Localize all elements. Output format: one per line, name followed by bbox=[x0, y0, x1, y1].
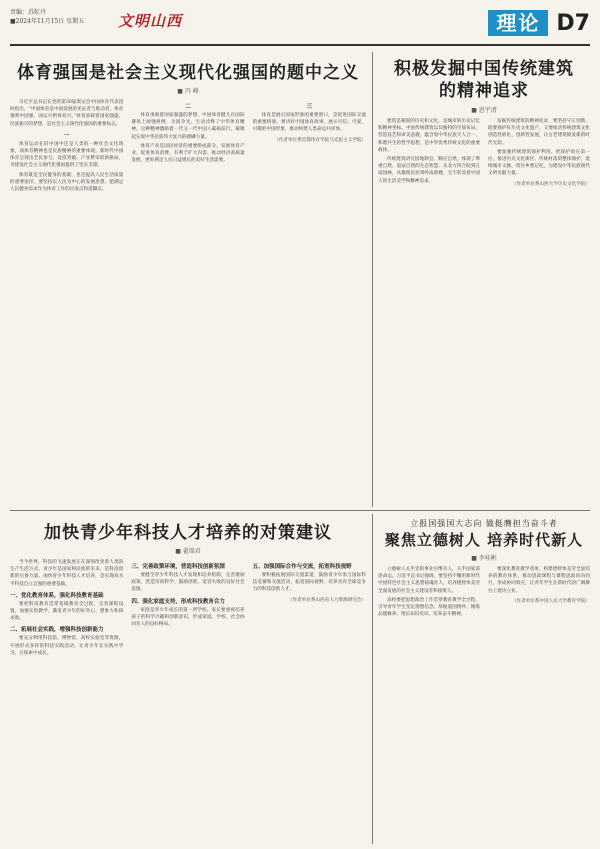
article-moral-education-kicker: 立报国强国大志向 做挺膺担当奋斗者 bbox=[410, 519, 558, 528]
newspaper-logo: 文明山西 bbox=[118, 12, 183, 30]
paragraph: 体育产业是国民经济的重要组成部分。发展体育产业、促进体育消费，有利于扩大内需、推动经济高质量发展，更好满足人民日益增长的美好生活需要。 bbox=[131, 143, 245, 164]
column-divider bbox=[372, 52, 373, 507]
section-divider bbox=[10, 510, 590, 511]
author-affiliation: （作者单位系中国人民大学教育学院） bbox=[511, 598, 590, 604]
author-affiliation: （作者单位系首都体育学院马克思主义学院） bbox=[274, 137, 366, 143]
author-affiliation: （作者单位系山西省人力资源研究会） bbox=[287, 597, 366, 603]
paragraph: 要深化教育教学改革，构建德智体美劳全面培养的教育体系，推动思政课程与课程思政同向同行，形成协同效应，让青年学生在新时代的广阔舞台上建功立业。 bbox=[488, 567, 590, 594]
article-youth-science-title: 加快青少年科技人才培养的对策建议 bbox=[44, 523, 332, 543]
section-number: 三 bbox=[306, 104, 313, 110]
paragraph: 体育既是全民健身的基础，也是提高人民生活质量的重要途径。要坚持以人民为中心的发展思想，把满足人民健身需求作为体育工作的出发点和落脚点。 bbox=[10, 172, 124, 193]
paragraph: 习近平总书记在党的第30届奥运会中国体育代表团时指出，“中国体育是中国发展的见证者与推动者，体育强则中国强，国运兴则体育兴。”体育承载着国家强盛、民族振兴的梦想，是社会主义现代化强国的重要标志。 bbox=[10, 100, 124, 127]
paragraph: 要充分利用科技馆、博物馆、高校实验室等资源，开展形式多样的科技实践活动，让青少年在实践中学习、在探索中成长。 bbox=[10, 636, 124, 656]
paragraph: 立德树人关乎党的事业后继有人，关乎国家前途命运。习近平总书记强调，要坚持不懈用新时代中国特色社会主义思想铸魂育人，培养德智体美劳全面发展的社会主义建设者和接班人。 bbox=[378, 567, 480, 594]
section-number: 二 bbox=[185, 104, 191, 110]
editor-credit: 责编：苏虹丹 bbox=[10, 9, 47, 16]
paragraph: 要加强传统建筑保护利用，把保护放在第一位，推进历史文化街区、传统村落的整体保护，延续城市文脉，留住乡愁记忆，为建设中华民族现代文明贡献力量。 bbox=[488, 149, 590, 177]
paragraph: 体育是展示国家形象的重要窗口，是促进国际交流的重要桥梁。要讲好中国体育故事，展示可信、可爱、可敬的中国形象，推动构建人类命运共同体。 bbox=[252, 113, 366, 133]
article-architecture bbox=[378, 58, 590, 498]
paragraph: 传统建筑讲究因地制宜、顺应自然，体现了尊重自然、道法自然的生态智慧。从北方四合院到江南园林，从徽派民居到岭南骑楼，无不彰显着中国人的生活美学和精神追求。 bbox=[378, 157, 480, 184]
paragraph: 建筑是凝固的历史和文化，是城市的历史记忆和精神坐标。中国传统建筑以其独特的空间布局、营造技艺和审美意趣，蕴含着中华民族天人合一、和谐共生的哲学思想，是中华优秀传统文化的重要载体。 bbox=[378, 119, 480, 153]
paragraph: 家庭是青少年成长的第一所学校。家长要重视培养孩子的科学兴趣和创新意识，形成家庭、学校、社会协同育人的良好格局。 bbox=[131, 607, 245, 628]
subheading: 一、优化教育体系，强化科技教育基础 bbox=[10, 592, 104, 599]
paragraph: 体育承载着国家强盛的梦想。中国体育健儿在国际赛场上顽强拼搏、为国争光，生动诠释了中华体育精神。这种精神激励着一代又一代中国人砥砺前行，凝聚起实现中华民族伟大复兴的磅礴力量。 bbox=[131, 113, 245, 140]
paragraph: 发掘传统建筑的精神追求，要坚持守正创新，既要保护好历史文化遗产，又要推动传统建筑文化创造性转化、创新性发展，让古老建筑焕发新的时代光彩。 bbox=[488, 119, 590, 146]
column-divider bbox=[372, 514, 373, 844]
paragraph: 要把科技教育贯穿基础教育全过程，完善课程设置，加强实验教学，激发青少年的好奇心、想象力和探求欲。 bbox=[10, 601, 124, 622]
subheading: 五、加强国际合作与交流，拓宽科技视野 bbox=[252, 564, 352, 570]
paragraph: 要健全青少年科技人才发现和培养机制，完善激励政策，营造崇尚科学、鼓励创新、宽容失败的良好社会氛围。 bbox=[131, 573, 245, 593]
issue-date: ■2024年11月15日 星期五 bbox=[10, 18, 85, 25]
article-moral-education bbox=[378, 518, 590, 844]
masthead bbox=[10, 6, 590, 48]
article-moral-education-title: 聚焦立德树人 培养时代新人 bbox=[384, 531, 584, 549]
article-architecture-title-line1: 积极发掘中国传统建筑 bbox=[394, 59, 574, 79]
section-tag: 理论 bbox=[488, 10, 548, 36]
article-youth-science bbox=[10, 518, 366, 844]
subheading: 四、强化家庭支持，形成科技教育合力 bbox=[131, 598, 225, 605]
page-number: D7 bbox=[556, 10, 590, 36]
article-sports-title: 体育强国是社会主义现代化强国的题中之义 bbox=[17, 63, 359, 83]
section-number: 一 bbox=[63, 132, 70, 139]
article-architecture-author: ■ 恩宇清 bbox=[471, 107, 497, 114]
article-youth-science-author: ■ 翟瑞君 bbox=[175, 548, 201, 555]
subheading: 二、拓展社会实践，增强科技创新能力 bbox=[10, 627, 104, 634]
paragraph: 高校要把思想政治工作贯穿教育教学全过程，引导青年学生坚定理想信念、厚植爱国情怀、锤炼品德修养、增长知识见识、培养奋斗精神。 bbox=[378, 597, 480, 618]
article-architecture-title-line2: 的精神追求 bbox=[439, 81, 529, 101]
author-affiliation: （作者单位系山西大学历史文化学院） bbox=[511, 181, 590, 187]
section-header bbox=[488, 8, 590, 38]
paragraph: 要积极拓展国际交流渠道，鼓励青少年参与国际科技竞赛和交流活动，拓宽国际视野，培养具有全球竞争力的科技创新人才。 bbox=[252, 573, 366, 593]
paragraph: 体育运动在旧中国中还是人类的一种社会文化现象，而体育精神也是民族精神的重要体现。新时代中国体育呈现出全民参与、竞技突破、产业繁荣的新格局，为建设社会主义现代化强国提供了坚实支撑。 bbox=[10, 141, 124, 169]
article-sports bbox=[10, 58, 366, 498]
article-sports-author: ■ 冯 峰 bbox=[177, 88, 199, 95]
masthead-meta bbox=[10, 8, 84, 26]
paragraph: 当今世界，科技的飞速发展正在深刻改变着人类的生产生活方式。青少年是国家和民族的未来，是科技创新的后备力量。加快青少年科技人才培养，是实现高水平科技自立自强的重要基础。 bbox=[10, 560, 124, 587]
subheading: 三、完善政策环境，营造科技创新氛围 bbox=[131, 564, 225, 570]
article-moral-education-author: ■ 李桂彬 bbox=[471, 555, 497, 562]
top-divider bbox=[10, 44, 590, 46]
